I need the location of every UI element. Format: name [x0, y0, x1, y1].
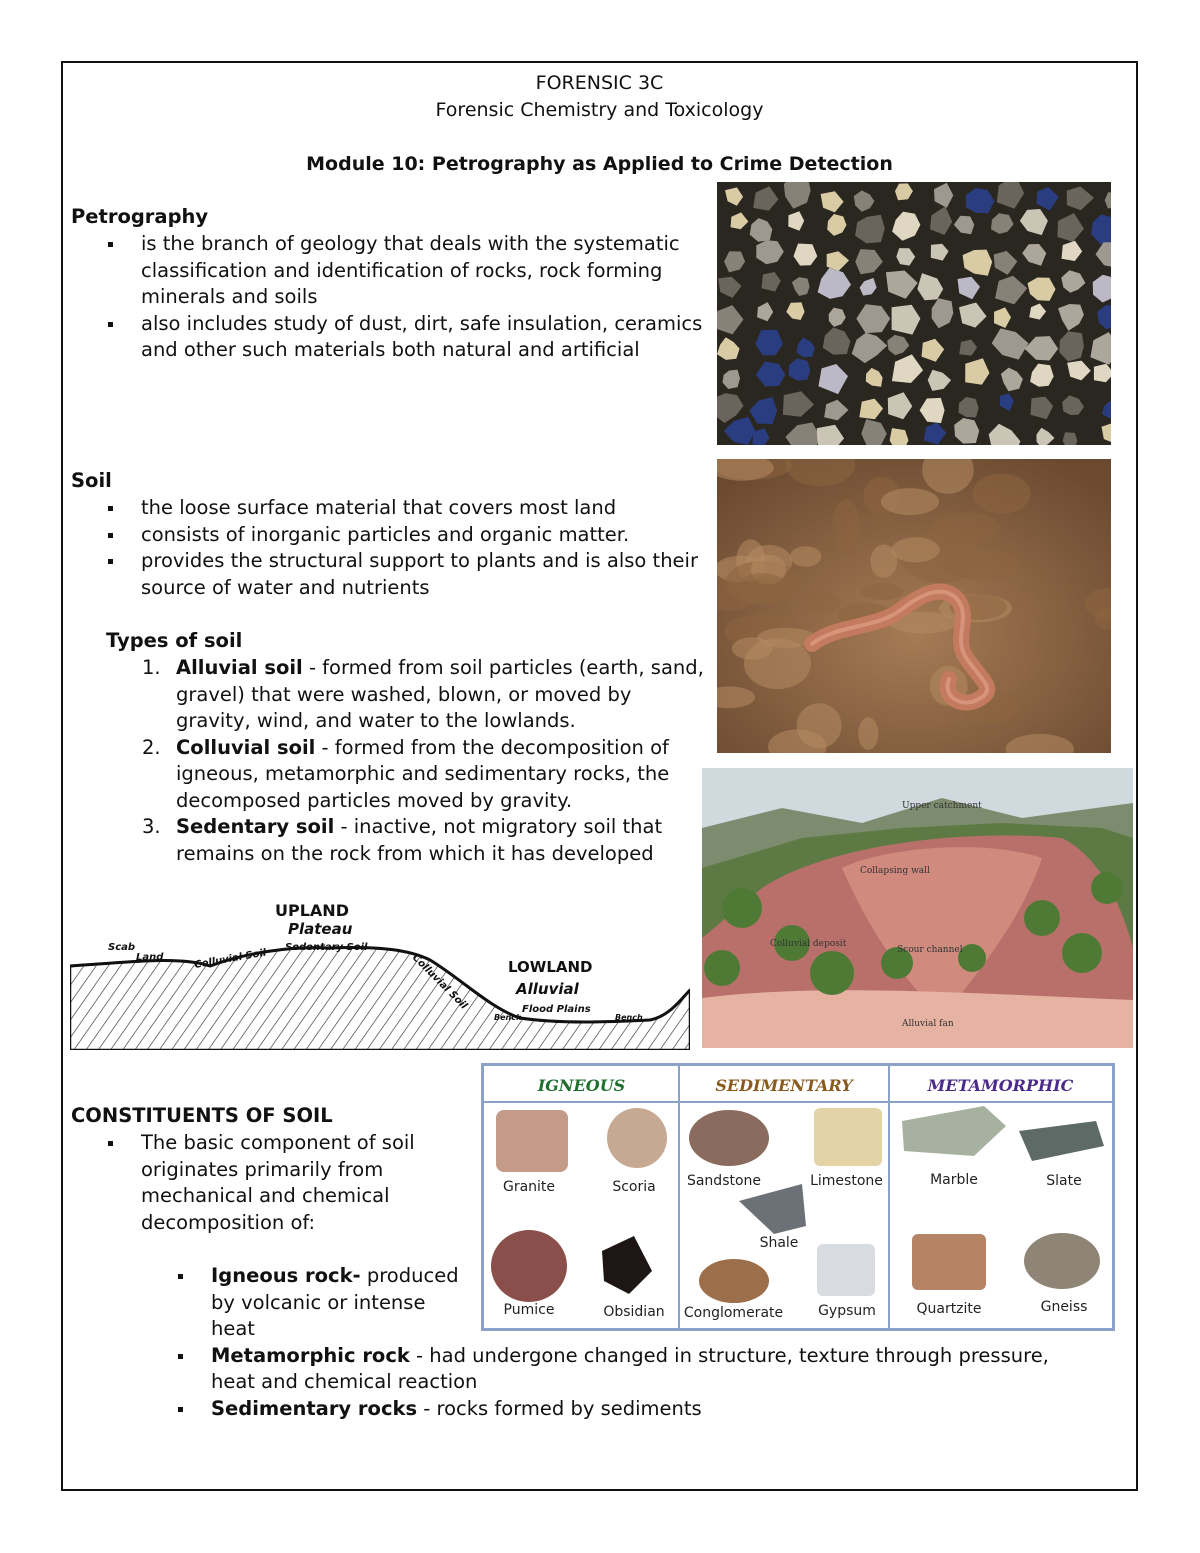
- soil-clod: [881, 488, 939, 515]
- soil-heading: Soil: [71, 469, 112, 492]
- rock-origins-list: [71, 1263, 1131, 1422]
- soil-clod: [790, 546, 821, 567]
- mineral-grain: [1063, 432, 1078, 445]
- soil-list: [71, 495, 701, 601]
- pumice-label: Pumice: [503, 1302, 555, 1318]
- conglomerate-label: Conglomerate: [683, 1305, 784, 1321]
- list-item: provides the structural support to plants and is also their source of water and nutrients: [71, 548, 701, 601]
- list-item: also includes study of dust, dirt, safe insulation, ceramics and other such materials both natural and artificial: [71, 311, 711, 364]
- list-item: Sedimentary rocks - rocks formed by sediments: [71, 1396, 1091, 1423]
- flood-plains-label: Flood Plains: [522, 1004, 591, 1015]
- slate-label: Slate: [1046, 1173, 1082, 1189]
- soil-clod: [858, 717, 878, 750]
- shale-label: Shale: [759, 1235, 799, 1251]
- list-item: consists of inorganic particles and organic matter.: [71, 522, 701, 549]
- scoria-label: Scoria: [612, 1179, 656, 1195]
- petrography-heading: Petrography: [71, 205, 209, 228]
- list-item: The basic component of soil originates primarily from mechanical and chemical decomposition of:: [71, 1130, 451, 1236]
- gneiss-label: Gneiss: [1040, 1299, 1088, 1315]
- list-item: 3. Sedentary soil - inactive, not migratory soil that remains on the rock from which it has developed: [142, 815, 663, 865]
- soil-clod: [833, 500, 860, 553]
- soil-clod: [973, 474, 1031, 514]
- colluvial-deposit-label: Colluvial deposit: [770, 939, 847, 949]
- subject-title: Forensic Chemistry and Toxicology: [435, 99, 764, 121]
- list-item: 1. Alluvial soil - formed from soil particles (earth, sand, gravel) that were washed, blown, or moved by gravity, wind, and water to the lowlands.: [142, 656, 704, 732]
- upper-catchment-label: Upper catchment: [902, 801, 982, 811]
- list-item: is the branch of geology that deals with the systematic classification and identification of rocks, rock forming minerals and soils: [71, 231, 711, 311]
- plateau-label: Plateau: [288, 920, 353, 938]
- thin-section-photo: [717, 182, 1111, 445]
- soil-clod: [933, 513, 1000, 543]
- alluvial-label: Alluvial: [516, 980, 579, 998]
- sedentary-soil-label: Sedentary Soil: [285, 942, 368, 953]
- soil-clod: [803, 591, 840, 613]
- gypsum-label: Gypsum: [818, 1303, 876, 1319]
- colluvial-soil-right-label: Colluvial Soil: [409, 952, 470, 1012]
- alluvial-fan-label: Alluvial fan: [902, 1019, 954, 1029]
- limestone-label: Limestone: [810, 1173, 883, 1189]
- soil-types-list: [106, 655, 706, 867]
- erosion-landscape-photo: [702, 768, 1133, 1048]
- metamorphic-header: METAMORPHIC: [927, 1076, 1074, 1095]
- soil-clod: [861, 583, 904, 600]
- list-item: the loose surface material that covers most land: [71, 495, 701, 522]
- constituents-heading: CONSTITUENTS OF SOIL: [71, 1104, 333, 1127]
- sandstone-label: Sandstone: [686, 1173, 762, 1189]
- module-title: Module 10: Petrography as Applied to Crime Detection: [306, 153, 893, 175]
- lowland-label: LOWLAND: [508, 958, 593, 976]
- course-code: FORENSIC 3C: [535, 72, 664, 94]
- marble-label: Marble: [930, 1172, 978, 1188]
- list-item: Igneous rock- produced by volcanic or intense heat: [71, 1263, 461, 1343]
- mineral-grain: [1094, 364, 1111, 383]
- sedimentary-header: SEDIMENTARY: [715, 1076, 853, 1095]
- quartzite-label: Quartzite: [916, 1301, 982, 1317]
- collapsing-wall-label: Collapsing wall: [860, 866, 930, 876]
- earthworm-soil-photo: [717, 459, 1111, 753]
- granite-label: Granite: [502, 1179, 556, 1195]
- types-of-soil-heading: Types of soil: [106, 629, 243, 652]
- petrography-list: [71, 231, 711, 364]
- scour-channel-label: Scour channel: [897, 945, 963, 955]
- bench-left-label: Bench: [494, 1013, 522, 1022]
- constituents-list: [71, 1130, 451, 1236]
- upland-label: UPLAND: [275, 901, 349, 920]
- igneous-header: IGNEOUS: [537, 1076, 626, 1095]
- list-item: 2. Colluvial soil - formed from the decomposition of igneous, metamorphic and sedimentary rocks, the decomposed particles moved by gravity.: [142, 735, 670, 812]
- list-item: Metamorphic rock - had undergone changed in structure, texture through pressure, heat and chemical reaction: [71, 1343, 1091, 1396]
- scab-label: Scab: [108, 942, 136, 953]
- obsidian-label: Obsidian: [603, 1304, 665, 1320]
- soil-clod: [737, 573, 788, 604]
- land-label: Land: [136, 952, 164, 963]
- colluvial-soil-left-label: Colluvial Soil: [193, 947, 268, 971]
- soil-clod: [891, 537, 939, 562]
- bench-right-label: Bench: [615, 1013, 643, 1022]
- soil-profile-diagram: [70, 898, 690, 1050]
